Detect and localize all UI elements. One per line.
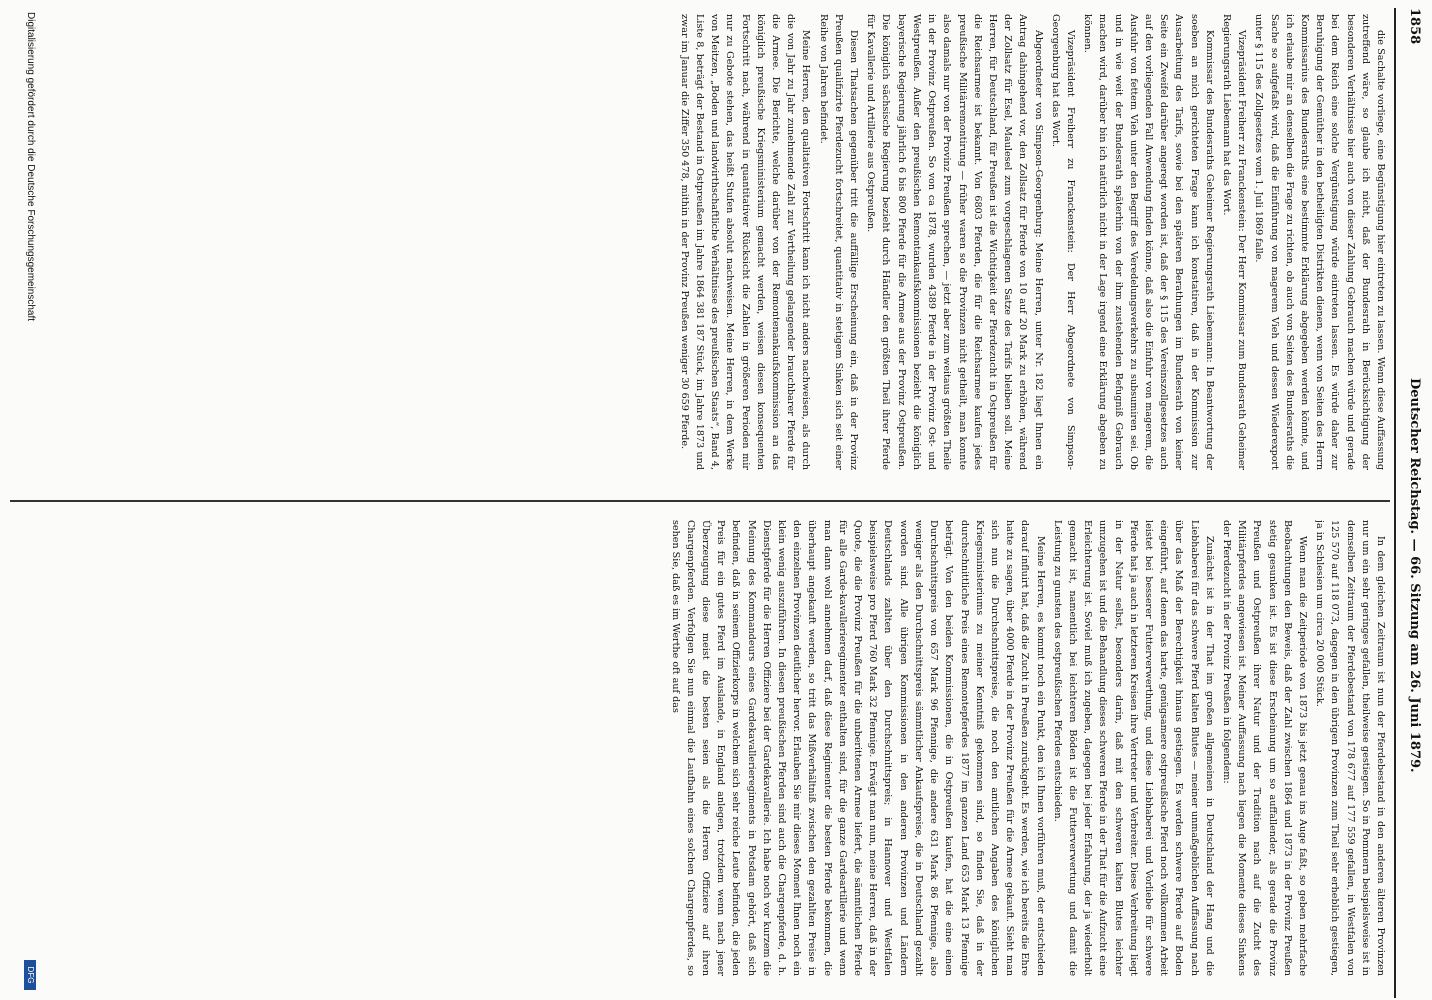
header-rule — [1394, 8, 1396, 998]
paragraph: Meine Herren, es kommt noch ein Punkt, den ich Ihnen vorführen muß, der entschieden darauf influirt hat, daß die Zucht in Preußen zurückgeht. Es werden, wie ich bereits die Ehre hatte zu sagen, über 4000 Pferde in der Provinz Preußen für die Armee gekauft. Sieht man sich nun die Durchschnittspreise, die noch den amtlichen Angaben des königlichen Kriegsministeriums zu meiner Kenntniß gekommen sind, so finden Sie, daß in der durchschnittliche Preis eines Remontepferdes 1877 im ganzen Land 653 Mark 13 Pfennige beträgt. Von den beiden Kommissionen, die in Ostpreußen kaufen, hat die eine einen Durchschnittspreis von 657 Mark 96 Pfennige, die andere 631 Mark 86 Pfennige, also weniger als den Durchschnittspreis sämmtlicher Ankaufspreise, die in Deutschland gezahlt worden sind. Alle übrigen Kommissionen in den anderen Provinzen und Ländern Deutschlands zahlten über den Durchschnittspreis; in Hannover und Westfalen beispielsweise pro Pferd 760 Mark 32 Pfennige. Erwägt man nun, meine Herren, daß in der Quote, die die Provinz Preußen für die unberittenen Armee liefert, die sämmtlichen Pferde für alle Garde-kavallerieregimenter enthalten sind, für die ganze Gardeartillerie und wenn man dann wohl annehmen darf, daß diese Regimenter die besten Pferde bekommen, die überhaupt angekauft werden, so tritt das Mißverhältniß zwischen den gezahlten Preise in den einzelnen Provinzen deutlicher hervor. Erlauben Sie mir dieses Moment Ihnen noch ein klein wenig auszuführen. In diesen preußischen Pferden sind auch die Chargenpferde, d. h. Dienstpferde für die Herren Offiziere bei der Gardekavallerie. Ich habe noch vor kurzem die Meinung des Kommandeurs eines Gardekavallerieregiments in Potsdam gehört, daß sich befinden, daß in seinem Offizierkorps in welchem sich sehr reiche Leute befinden, die jeden Preis für ein gutes Pferd im Auslande, in England anlegen, trotzdem wenn nach jener Überzeugung diese meist die besten seien als die Herren Offiziere auf ihren Chargenpferden. Verfolgen Sie nun einmal die Laufbahn eines solchen Chargenpferdes, so sehen Sie, daß es im Werthe oft auf das — [669, 520, 1046, 976]
paragraph: Abgeordneter von Simpson-Georgenburg: Meine Herren, unter Nr. 182 liegt Ihnen ein Antrag dahingehend vor, den Zollsatz für Pferde von 10 auf 20 Mark zu erhöhen, während der Zollsatz für Esel, Maulesel zum vorgeschlagenen Satze des Tarifs bleiben soll. Meine Herren, für Deutschland, für Preußen ist die Wichtigkeit der Pferdezucht in Ostpreußen für die Reichsarmee ist bekannt. Von 6803 Pferden, die für die Reichsarmee kaufen jedes preußische Militärremontirung — früher waren so die Provinzen nicht getheilt, man konnte also damals nur von der Provinz Preußen sprechen, — jetzt aber zum weitaus größten Theile in der Provinz Ostpreußen. So von ca 1878, wurden 4389 Pferde in der Provinz Ost- und Westpreußen. Außer den preußischen Remontankaufskommissionen bezieht die königlich bayerische Regierung jährlich 6 bis 800 Pferde für die Armee aus der Provinz Ostpreußen. Die königlich sächsische Regierung bezieht durch Händler den größten Theil ihrer Pferde für Kavallerie und Artillerie aus Ostpreußen. — [865, 14, 1044, 470]
column-divider — [10, 500, 1390, 502]
paragraph: In dem gleichen Zeitraum ist nun der Pferdebestand in den anderen älteren Provinzen nur um ein sehr geringes gefallen, theilweise gestiegen. So in Pommern beispielsweise ist in demselben Zeitraum der Pferdebestand von 178 677 auf 177 559 gefallen, in Westfalen von 125 570 auf 118 073, dagegen in den übrigen Provinzen zum Theil sehr erheblich gestiegen, ja in Schlesien um circa 20 000 Stück. — [1314, 520, 1386, 976]
page-title: Deutscher Reichstag. — 66. Sitzung am 26. Juni 1879. — [1407, 378, 1422, 773]
paragraph: Zunächst ist in der That im großen allgemeinen in Deutschland der Hang und die Liebhaberei für das schwere Pferd kalten Blutes — meiner unmaßgeblichen Auffassung nach über das Maß der Berechtigkeit hinaus gestiegen. Es werden schwere Pferde auf Boden eingeführt, auf denen das harte, genügsamere ostpreußische Pferd noch vollkommen Arbeit leistet bei besserer Futterverwerthung, und diese Liebhaberei und Vorliebe für schwere Pferde hat ja auch in letzteren Kreisen ihre Vertreter und Verbreiter. Diese Verbreitung liegt in der Natur selbst, besonders darin, daß mit den schweren kalten Blutes leichter umzugehen ist und die Behandlung dieses schweren Pferde in der That für die Aufzucht eine Erleichterung ist. Soviel muß ich zugeben, dagegen bei jeder Erfahrung, der ja wiederholt gemacht ist, namentlich bei leichteren Böden ist die Futterverwertung und damit die Leistung zu gunsten des ostpreußischen Pferdes entschieden. — [1051, 520, 1215, 976]
paragraph: Vizepräsident Freiherr zu Franckenstein: Der Herr Abgeordnete von Simpson-Georgenburg hat das Wort. — [1049, 14, 1076, 470]
digitization-note: Digitalisierung gefördert durch die Deutsche Forschungsgemeinschaft — [25, 12, 36, 322]
paragraph: Vizepräsident Freiherr zu Franckenstein: Der Herr Kommissar zum Bundesrath Geheimer Regierungsrath Liebemann hat das Wort. — [1220, 14, 1248, 470]
digitization-footer — [24, 6, 36, 996]
paragraph: Wenn man die Zeitperiode von 1873 bis jetzt genau ins Auge faßt, so geben mehrfache Beobachtungen den Beweis, daß der Zahl zwischen 1864 und 1873 in der Provinz Preußen stetig gesunken ist. Es ist diese Erscheinung um so auffallender, als gerade die Provinz Preußen und Ostpreußen ihrer Natur und der Tradition nach auf die Zucht des Militärpferdes angewiesen ist. Meiner Auffassung nach liegen die Momente dieses Sinkens der Pferdezucht in der Provinz Preußen in folgendem: — [1220, 520, 1308, 976]
paragraph: Meine Herren, den qualitativen Fortschritt kann ich nicht anders nachweisen, als durch die von Jahr zu Jahr zunehmende Zahl zur Vertheilung gelangender brauchbarer Pferde für die Armee. Die Berichte, welche darüber von der Remontenankaufskommission an das königlich preußische Kriegsministerium gemacht werden, weisen diesen konsequenten Fortschritt nach, während in quantitativer Rücksicht die Zahlen in größeren Perioden mir nur zu Gebote stehen, das heißt Stufen absolut nachweisen. Meine Herren, in dem Werke von Meitzen, „Boden und landwirthschaftliche Verhältnisse des preußischen Staats“, Band 4, Liste 8, beträgt der Bestand in Ostpreußen im Jahre 1864 381 187 Stück, im Jahre 1873 und zwar im Januar die Ziffer 350 478, mithin in der Provinz Preußen weniger 30 659 Pferde. — [678, 14, 812, 470]
page-header — [1398, 8, 1424, 1000]
paragraph: die Sachalte vorliege, eine Begünstigung hier eintreten zu lassen. Wenn diese Auffassung zutreffend wäre, so glaube ich nicht, daß der Bundesrath in Berücksichtigung der besonderen Verhältnisse hier auch von dieser Zahlung Gebrauch machen würde und gerade bei dem Reich eine solche Vergünstigung würde eintreten lassen. Es würde daher zur Beruhigung der Gemüther in den betheiligten Distrikten dienen, wenn von Seiten des Herrn Kommissarius des Bundesraths eine bestimmte Erklärung abgegeben werden könnte, und ich erlaube mir an denselben die Frage zu richten, ob auch von Seiten des Bundesraths die Sache so aufgefaßt wird, daß die Einführung von magerem Vieh und dessen Wiederexport unter § 115 des Zollgesetzes vom 1. Juli 1869 falle. — [1253, 14, 1386, 470]
paragraph: Kommissar des Bundesraths Geheimer Regierungsrath Liebemann: In Beantwortung der soeben an mich gerichteten Frage kann ich konstatiren, daß in der Kommission zur Ausarbeitung des Tarifs, sowie bei den späteren Berathungen im Bundesrath von keiner Seite ein Zweifel darüber angeregt worden ist, daß der § 115 des Vereinszollgesetzes auch auf den vorliegenden Fall Anwendung finden könne, daß also die Einfuhr von magerem, die Ausfuhr von fettem Vieh unter den Begriff des Veredelungsverkehrs zu subsumiren sei. Ob und in wie weit der Bundesrath späterhin von der ihm zustehenden Befugniß Gebrauch machen wird, darüber bin ich natürlich nicht in der Lage irgend eine Erklärung abgeben zu können. — [1082, 14, 1215, 470]
paragraph: Diesen Thatsachen gegenüber tritt die auffällige Erscheinung ein, daß in der Provinz Preußen qualifizirte Pferdezucht fortschreitet, quantitativ in stetigem Sinken sich seit einer Reihe von Jahren befindet. — [817, 14, 860, 470]
page-number: 1858 — [1407, 8, 1422, 45]
left-column — [48, 14, 1388, 470]
right-column — [48, 520, 1388, 976]
dfg-logo: DFG — [24, 960, 36, 990]
